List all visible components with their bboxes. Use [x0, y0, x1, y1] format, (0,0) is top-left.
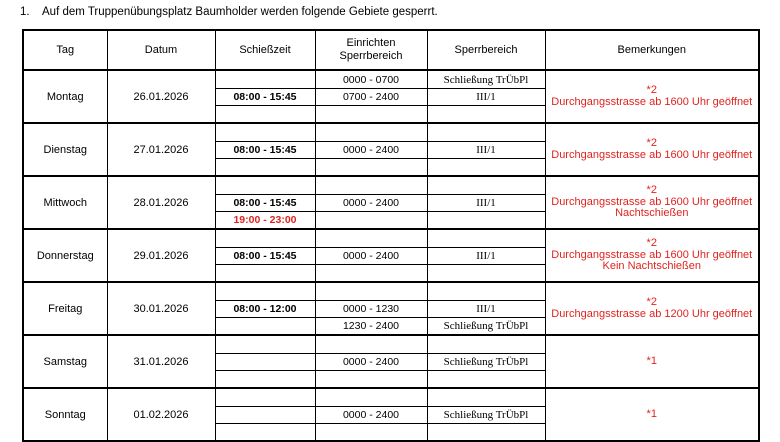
einrichten-cell [316, 194, 427, 211]
sperrbereich-cell [428, 158, 545, 175]
table-row [23, 229, 759, 282]
cell-einrichten-sperrbereich [315, 282, 427, 335]
sperrbereich-subrow [428, 125, 545, 142]
cell-bemerkungen [545, 176, 759, 229]
remark-line: Kein Nachtschießen [602, 260, 701, 273]
cell-datum: 30.01.2026 [107, 282, 215, 335]
cell-einrichten-sperrbereich [315, 123, 427, 176]
schiesszeit-value: 08:00 - 15:45 [233, 249, 297, 262]
sperrbereich-value: Schließung TrÜbPl [443, 319, 529, 332]
cell-einrichten-sperrbereich [315, 335, 427, 388]
column-header-einrichten-line2: Sperrbereich [339, 50, 403, 62]
sperrbereich [428, 125, 545, 175]
schiesszeit [216, 125, 315, 175]
sperrbereich-subrow [428, 231, 545, 248]
sperrbereich-subrow [428, 370, 545, 387]
einrichten-value: 0700 - 2400 [342, 90, 400, 103]
remark-footnote-marker: *2 [646, 137, 657, 149]
schiesszeit-subrow [216, 264, 315, 281]
sperrbereich-subrow [428, 211, 545, 228]
cell-tag: Freitag [23, 282, 107, 335]
schiesszeit-cell [216, 406, 315, 423]
schiesszeit-cell [216, 423, 315, 440]
schiesszeit-subrow [216, 284, 315, 301]
schiesszeit-cell [216, 247, 315, 264]
schiesszeit-cell [216, 72, 315, 89]
einrichten-value: 0000 - 2400 [342, 355, 400, 368]
sperrbereich-cell [428, 125, 545, 142]
cell-datum: 28.01.2026 [107, 176, 215, 229]
remark-footnote-marker: *1 [646, 354, 657, 367]
sperrbereich-cell [428, 178, 545, 195]
cell-datum: 31.01.2026 [107, 335, 215, 388]
einrichten-cell [316, 317, 427, 334]
sperrbereich-subrow [428, 105, 545, 122]
column-header-schiesszeit-label: Schießzeit [239, 43, 291, 56]
sperrbereich-subrow [428, 406, 545, 423]
einrichten-cell [316, 390, 427, 407]
schiesszeit-value: 19:00 - 23:00 [233, 213, 297, 226]
table-row [23, 388, 759, 441]
schiesszeit-subrow [216, 337, 315, 354]
einrichten-subrow [316, 141, 427, 158]
einrichten-subrow [316, 406, 427, 423]
schiesszeit-cell [216, 158, 315, 175]
column-header-bemerkungen [545, 30, 759, 70]
column-header-einrichten-line1: Einrichten [346, 37, 396, 49]
einrichten-subrow [316, 353, 427, 370]
einrichten-cell [316, 211, 427, 228]
sperrbereich-subrow [428, 194, 545, 211]
schiesszeit [216, 284, 315, 334]
sperrbereich-subrow [428, 247, 545, 264]
schiesszeit-cell [216, 105, 315, 122]
remark-footnote-marker: *2 [646, 184, 657, 197]
einrichten-value: 0000 - 1230 [342, 302, 400, 315]
schiesszeit-cell [216, 125, 315, 142]
cell-datum: 01.02.2026 [107, 388, 215, 441]
einrichten [316, 125, 427, 175]
sperrbereich [428, 178, 545, 228]
schiesszeit-subrow [216, 211, 315, 228]
schiesszeit-subrow [216, 194, 315, 211]
sperrbereich-cell [428, 194, 545, 211]
remark-footnote-marker: *2 [646, 296, 657, 308]
cell-schiesszeit [215, 176, 315, 229]
schiesszeit-value: 08:00 - 12:00 [233, 302, 297, 315]
sperrbereich-subrow [428, 158, 545, 175]
remark-line: Durchgangsstrasse ab 1600 Uhr geöffnet [551, 148, 753, 161]
schiesszeit-value: 08:00 - 15:45 [233, 90, 297, 103]
schiesszeit-cell [216, 211, 315, 228]
sperrbereich-cell [428, 88, 545, 105]
table-row [23, 176, 759, 229]
cell-bemerkungen [545, 70, 759, 123]
cell-tag: Samstag [23, 335, 107, 388]
cell-einrichten-sperrbereich [315, 70, 427, 123]
einrichten-value: 0000 - 2400 [342, 249, 400, 262]
intro-text: Auf dem Truppenübungsplatz Baumholder werden folgende Gebiete gesperrt. [42, 6, 438, 18]
schiesszeit-subrow [216, 105, 315, 122]
sperrbereich [428, 231, 545, 281]
einrichten-subrow [316, 125, 427, 142]
schiesszeit-subrow [216, 423, 315, 440]
table-body [23, 70, 759, 441]
intro-list-number: 1. [20, 6, 30, 18]
column-header-tag-label: Tag [56, 43, 75, 56]
schiesszeit-cell [216, 194, 315, 211]
sperrbereich-value: Schließung TrÜbPl [443, 355, 529, 368]
cell-sperrbereich [427, 229, 545, 282]
sperrbereich-cell [428, 211, 545, 228]
schiesszeit-cell [216, 231, 315, 248]
einrichten-subrow [316, 317, 427, 334]
cell-bemerkungen [545, 335, 759, 388]
sperrbereich [428, 390, 545, 440]
einrichten-cell [316, 353, 427, 370]
sperrbereich-value: III/1 [476, 90, 496, 103]
cell-tag: Mittwoch [23, 176, 107, 229]
sperrbereich-subrow [428, 264, 545, 281]
sperrbereich-subrow [428, 300, 545, 317]
sperrbereich-cell [428, 141, 545, 158]
einrichten-cell [316, 141, 427, 158]
schiesszeit-subrow [216, 158, 315, 175]
cell-sperrbereich [427, 388, 545, 441]
schedule-table-container [22, 29, 758, 442]
einrichten-subrow [316, 264, 427, 281]
sperrbereich-cell [428, 247, 545, 264]
remark-footnote-marker: *2 [646, 237, 657, 250]
schiesszeit-cell [216, 300, 315, 317]
einrichten-cell [316, 105, 427, 122]
column-header-sperrbereich-label: Sperrbereich [454, 43, 518, 56]
schiesszeit-cell [216, 317, 315, 334]
cell-bemerkungen [545, 282, 759, 335]
sperrbereich [428, 72, 545, 122]
einrichten-subrow [316, 88, 427, 105]
cell-bemerkungen [545, 388, 759, 441]
sperrbereich-value: III/1 [476, 302, 496, 315]
column-header-sperrbereich [427, 30, 545, 70]
schiesszeit [216, 72, 315, 122]
schiesszeit-subrow [216, 125, 315, 142]
sperrbereich-cell [428, 300, 545, 317]
schiesszeit-subrow [216, 88, 315, 105]
cell-sperrbereich [427, 176, 545, 229]
einrichten-cell [316, 158, 427, 175]
table-row [23, 335, 759, 388]
schiesszeit-cell [216, 264, 315, 281]
sperrbereich-value: III/1 [476, 196, 496, 209]
sperrbereich-cell [428, 370, 545, 387]
column-header-datum-label: Datum [144, 43, 178, 56]
schiesszeit-subrow [216, 317, 315, 334]
einrichten-cell [316, 72, 427, 89]
einrichten-cell [316, 300, 427, 317]
remark-footnote-marker: *2 [646, 84, 657, 96]
einrichten [316, 72, 427, 122]
table-row [23, 282, 759, 335]
schiesszeit-cell [216, 370, 315, 387]
einrichten-cell [316, 231, 427, 248]
sperrbereich-cell [428, 317, 545, 334]
cell-tag: Sonntag [23, 388, 107, 441]
schiesszeit-subrow [216, 231, 315, 248]
einrichten-subrow [316, 211, 427, 228]
schiesszeit [216, 178, 315, 228]
einrichten-subrow [316, 105, 427, 122]
sperrbereich [428, 337, 545, 387]
column-header-einrichten-sperrbereich [315, 30, 427, 70]
einrichten-cell [316, 423, 427, 440]
einrichten [316, 231, 427, 281]
column-header-datum [107, 30, 215, 70]
einrichten-value: 0000 - 2400 [342, 143, 400, 156]
einrichten-value: 0000 - 2400 [342, 408, 400, 421]
table-header [23, 30, 759, 70]
cell-einrichten-sperrbereich [315, 176, 427, 229]
sperrbereich-cell [428, 105, 545, 122]
sperrbereich-value: Schließung TrÜbPl [443, 408, 529, 421]
cell-tag: Donnerstag [23, 229, 107, 282]
sperrbereich [428, 284, 545, 334]
einrichten-subrow [316, 158, 427, 175]
schiesszeit-subrow [216, 178, 315, 195]
sperrbereich-subrow [428, 72, 545, 89]
cell-tag: Montag [23, 70, 107, 123]
remark-line: Durchgangsstrasse ab 1600 Uhr geöffnet [551, 195, 753, 208]
einrichten-cell [316, 125, 427, 142]
einrichten-subrow [316, 194, 427, 211]
remark-footnote-marker: *1 [646, 407, 657, 420]
cell-sperrbereich [427, 282, 545, 335]
einrichten-value: 0000 - 0700 [342, 73, 400, 86]
schiesszeit-subrow [216, 390, 315, 407]
cell-schiesszeit [215, 123, 315, 176]
cell-datum: 26.01.2026 [107, 70, 215, 123]
cell-datum: 29.01.2026 [107, 229, 215, 282]
schiesszeit-subrow [216, 406, 315, 423]
sperrbereich-value: III/1 [476, 249, 496, 262]
einrichten-cell [316, 370, 427, 387]
cell-sperrbereich [427, 123, 545, 176]
einrichten-cell [316, 88, 427, 105]
schiesszeit-subrow [216, 353, 315, 370]
sperrbereich-cell [428, 406, 545, 423]
einrichten-cell [316, 247, 427, 264]
einrichten-subrow [316, 284, 427, 301]
cell-sperrbereich [427, 70, 545, 123]
einrichten [316, 178, 427, 228]
cell-schiesszeit [215, 388, 315, 441]
sperrbereich-cell [428, 337, 545, 354]
sperrbereich-cell [428, 72, 545, 89]
remark-line: Nachtschießen [615, 207, 689, 220]
schiesszeit-cell [216, 337, 315, 354]
schiesszeit-cell [216, 141, 315, 158]
schiesszeit-cell [216, 353, 315, 370]
einrichten-subrow [316, 178, 427, 195]
cell-einrichten-sperrbereich [315, 229, 427, 282]
column-header-bemerkungen-label: Bemerkungen [617, 43, 686, 56]
sperrbereich-subrow [428, 178, 545, 195]
intro-paragraph [20, 4, 760, 20]
einrichten-subrow [316, 72, 427, 89]
einrichten [316, 337, 427, 387]
schiesszeit-subrow [216, 370, 315, 387]
einrichten-cell [316, 264, 427, 281]
cell-schiesszeit [215, 229, 315, 282]
schiesszeit-subrow [216, 72, 315, 89]
remark-line: Durchgangsstrasse ab 1600 Uhr geöffnet [551, 248, 753, 261]
schiesszeit-cell [216, 88, 315, 105]
sperrbereich-cell [428, 390, 545, 407]
einrichten-cell [316, 337, 427, 354]
sperrbereich-subrow [428, 390, 545, 407]
sperrbereich-subrow [428, 317, 545, 334]
cell-datum: 27.01.2026 [107, 123, 215, 176]
cell-bemerkungen [545, 229, 759, 282]
sperrbereich-subrow [428, 423, 545, 440]
schiesszeit-subrow [216, 300, 315, 317]
sperrbereich-subrow [428, 88, 545, 105]
einrichten-cell [316, 178, 427, 195]
einrichten-cell [316, 406, 427, 423]
cell-schiesszeit [215, 282, 315, 335]
schiesszeit-cell [216, 178, 315, 195]
cell-sperrbereich [427, 335, 545, 388]
sperrbereich-cell [428, 353, 545, 370]
sperrbereich-cell [428, 264, 545, 281]
table-row [23, 70, 759, 123]
sperrbereich-subrow [428, 353, 545, 370]
einrichten-subrow [316, 300, 427, 317]
schiesszeit-subrow [216, 247, 315, 264]
sperrbereich-cell [428, 284, 545, 301]
einrichten-subrow [316, 390, 427, 407]
sperrbereich-cell [428, 423, 545, 440]
schiesszeit-cell [216, 390, 315, 407]
einrichten-cell [316, 284, 427, 301]
schiesszeit [216, 337, 315, 387]
sperrbereich-value: III/1 [476, 143, 496, 156]
einrichten-value: 0000 - 2400 [342, 196, 400, 209]
schiesszeit-subrow [216, 141, 315, 158]
schiesszeit-value: 08:00 - 15:45 [233, 196, 297, 209]
cell-schiesszeit [215, 335, 315, 388]
sperrbereich-subrow [428, 337, 545, 354]
schiesszeit [216, 231, 315, 281]
sperrbereich-cell [428, 231, 545, 248]
table-row [23, 123, 759, 176]
sperrbereich-value: Schließung TrÜbPl [443, 73, 529, 86]
schiesszeit [216, 390, 315, 440]
einrichten-value: 1230 - 2400 [342, 319, 400, 332]
einrichten-subrow [316, 423, 427, 440]
sperrbereich-subrow [428, 284, 545, 301]
einrichten-subrow [316, 247, 427, 264]
einrichten-subrow [316, 370, 427, 387]
einrichten-subrow [316, 337, 427, 354]
cell-schiesszeit [215, 70, 315, 123]
sperrbereich-subrow [428, 141, 545, 158]
cell-bemerkungen [545, 123, 759, 176]
schedule-table [22, 29, 760, 442]
schiesszeit-cell [216, 284, 315, 301]
column-header-schiesszeit [215, 30, 315, 70]
column-header-tag [23, 30, 107, 70]
cell-einrichten-sperrbereich [315, 388, 427, 441]
einrichten [316, 390, 427, 440]
cell-tag: Dienstag [23, 123, 107, 176]
remark-line: Durchgangsstrasse ab 1600 Uhr geöffnet [551, 95, 753, 108]
einrichten-subrow [316, 231, 427, 248]
header-row [23, 30, 759, 70]
remark-line: Durchgangsstrasse ab 1200 Uhr geöffnet [551, 307, 753, 320]
schiesszeit-value: 08:00 - 15:45 [233, 143, 297, 156]
einrichten [316, 284, 427, 334]
